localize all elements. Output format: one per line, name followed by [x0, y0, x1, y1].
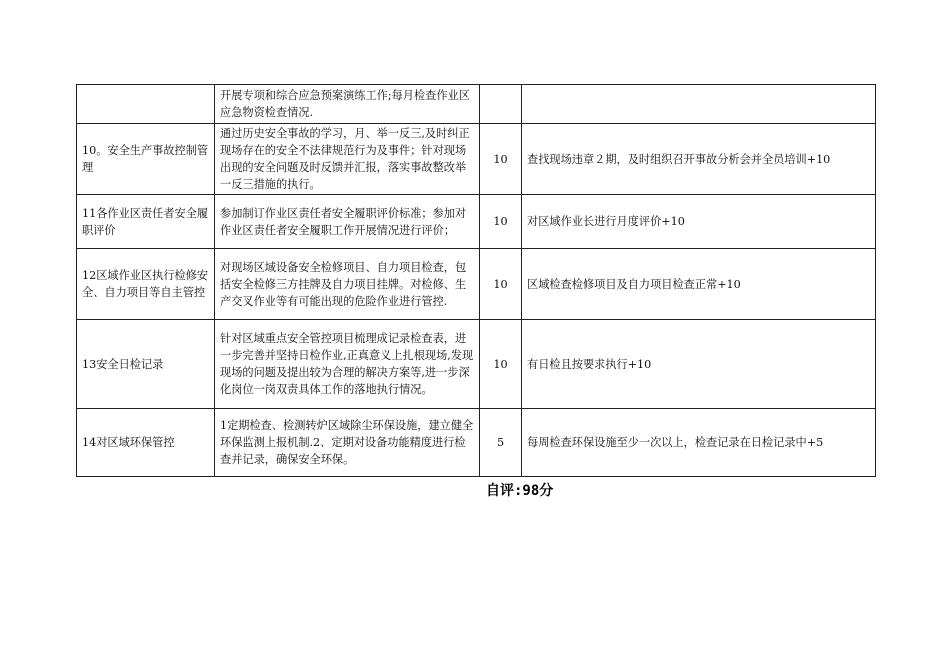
remark-cell: 区域检查检修项目及自力项目检查正常+10: [522, 249, 876, 320]
score-cell: [480, 85, 522, 124]
content-cell: 1定期检查、检测转炉区域除尘环保设施，建立健全环保监测上报机制.2、定期对设备功能精度进行检查并记录，确保安全环保。: [215, 409, 480, 477]
score-cell: 10: [480, 195, 522, 249]
content-cell: 对现场区域设备安全检修项目、自力项目检查，包括安全检修三方挂牌及自力项目挂牌。对检修、生产交叉作业等有可能出现的危险作业进行管控.: [215, 249, 480, 320]
score-cell: 10: [480, 249, 522, 320]
remark-cell: 每周检查环保设施至少一次以上，检查记录在日检记录中+5: [522, 409, 876, 477]
score-cell: 10: [480, 124, 522, 195]
table-row: [77, 249, 876, 320]
item-cell: 14对区域环保管控: [77, 409, 215, 477]
self-evaluation-score: 自评:98分: [486, 483, 554, 499]
item-cell: 11各作业区责任者安全履职评价: [77, 195, 215, 249]
item-cell: [77, 85, 215, 124]
remark-cell: 对区域作业长进行月度评价+10: [522, 195, 876, 249]
table-row: [77, 124, 876, 195]
content-cell: 针对区域重点安全管控项目梳理成记录检查表，进一步完善并坚持日检作业,正真意义上扎根现场,发现现场的问题及提出较为合理的解决方案等,进一步深化岗位一岗双责具体工作的落地执行情况。: [215, 320, 480, 409]
table-row: [77, 320, 876, 409]
score-cell: 5: [480, 409, 522, 477]
remark-cell: [522, 85, 876, 124]
table-row: [77, 409, 876, 477]
table-row: [77, 85, 876, 124]
content-cell: 参加制订作业区责任者安全履职评价标准；参加对作业区责任者安全履职工作开展情况进行评价；: [215, 195, 480, 249]
remark-cell: 查找现场违章２期，及时组织召开事故分析会并全员培训+10: [522, 124, 876, 195]
score-cell: 10: [480, 320, 522, 409]
item-cell: 12区域作业区执行检修安全、自力项目等自主管控: [77, 249, 215, 320]
evaluation-table: [76, 84, 876, 477]
content-cell: 通过历史安全事故的学习，月、举一反三,及时纠正现场存在的安全不法律规范行为及事件；针对现场出现的安全问题及时反馈并汇报，落实事故整改举一反三措施的执行。: [215, 124, 480, 195]
item-cell: 13安全日检记录: [77, 320, 215, 409]
remark-cell: 有日检且按要求执行+10: [522, 320, 876, 409]
item-cell: 10。安全生产事故控制管理: [77, 124, 215, 195]
table-row: [77, 195, 876, 249]
content-cell: 开展专项和综合应急预案演练工作;每月检查作业区应急物资检查情况.: [215, 85, 480, 124]
